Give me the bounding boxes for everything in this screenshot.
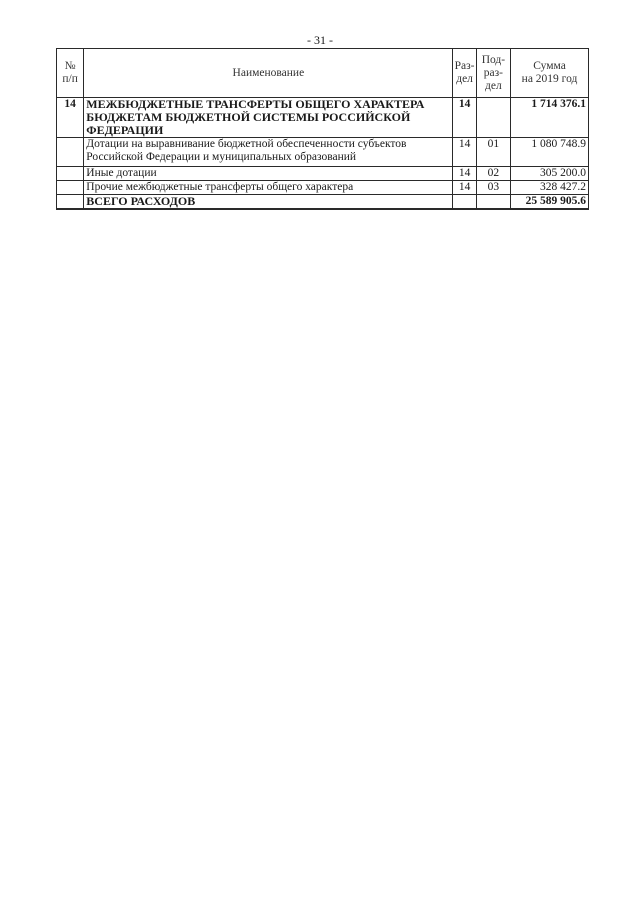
cell-razdel: 14 — [453, 98, 476, 138]
table-row — [57, 167, 589, 181]
cell-podrazdel: 02 — [476, 167, 510, 181]
cell-podrazdel: 03 — [476, 181, 510, 195]
header-num: № п/п — [57, 49, 84, 98]
budget-table — [56, 48, 589, 210]
cell-razdel — [453, 195, 476, 210]
cell-razdel: 14 — [453, 181, 476, 195]
cell-podrazdel — [476, 98, 510, 138]
table-row-section-14 — [57, 98, 589, 138]
cell-sum: 25 589 905.6 — [511, 195, 589, 210]
cell-razdel: 14 — [453, 138, 476, 167]
cell-name: МЕЖБЮДЖЕТНЫЕ ТРАНСФЕРТЫ ОБЩЕГО ХАРАКТЕРА БЮДЖЕТАМ БЮДЖЕТНОЙ СИСТЕМЫ РОССИЙСКОЙ ФЕДЕРАЦИИ — [84, 98, 453, 138]
table-row — [57, 181, 589, 195]
cell-num: 14 — [57, 98, 84, 138]
cell-podrazdel — [476, 195, 510, 210]
header-name: Наименование — [84, 49, 453, 98]
cell-sum: 1 714 376.1 — [511, 98, 589, 138]
cell-name: Иные дотации — [84, 167, 453, 181]
cell-name: Дотации на выравнивание бюджетной обеспеченности субъектов Российской Федерации и муниципальных образований — [84, 138, 453, 167]
cell-podrazdel: 01 — [476, 138, 510, 167]
header-sum: Сумма на 2019 год — [511, 49, 589, 98]
header-razdel: Раз- дел — [453, 49, 476, 98]
cell-sum: 1 080 748.9 — [511, 138, 589, 167]
table-row — [57, 138, 589, 167]
cell-num — [57, 138, 84, 167]
cell-num — [57, 181, 84, 195]
cell-sum: 328 427.2 — [511, 181, 589, 195]
cell-num — [57, 195, 84, 210]
table-row-total — [57, 195, 589, 210]
cell-name: Прочие межбюджетные трансферты общего характера — [84, 181, 453, 195]
cell-num — [57, 167, 84, 181]
page-number: - 31 - — [307, 33, 333, 47]
table-header-row — [57, 49, 589, 98]
cell-name: ВСЕГО РАСХОДОВ — [84, 195, 453, 210]
cell-sum: 305 200.0 — [511, 167, 589, 181]
cell-razdel: 14 — [453, 167, 476, 181]
header-podrazdel: Под- раз- дел — [476, 49, 510, 98]
